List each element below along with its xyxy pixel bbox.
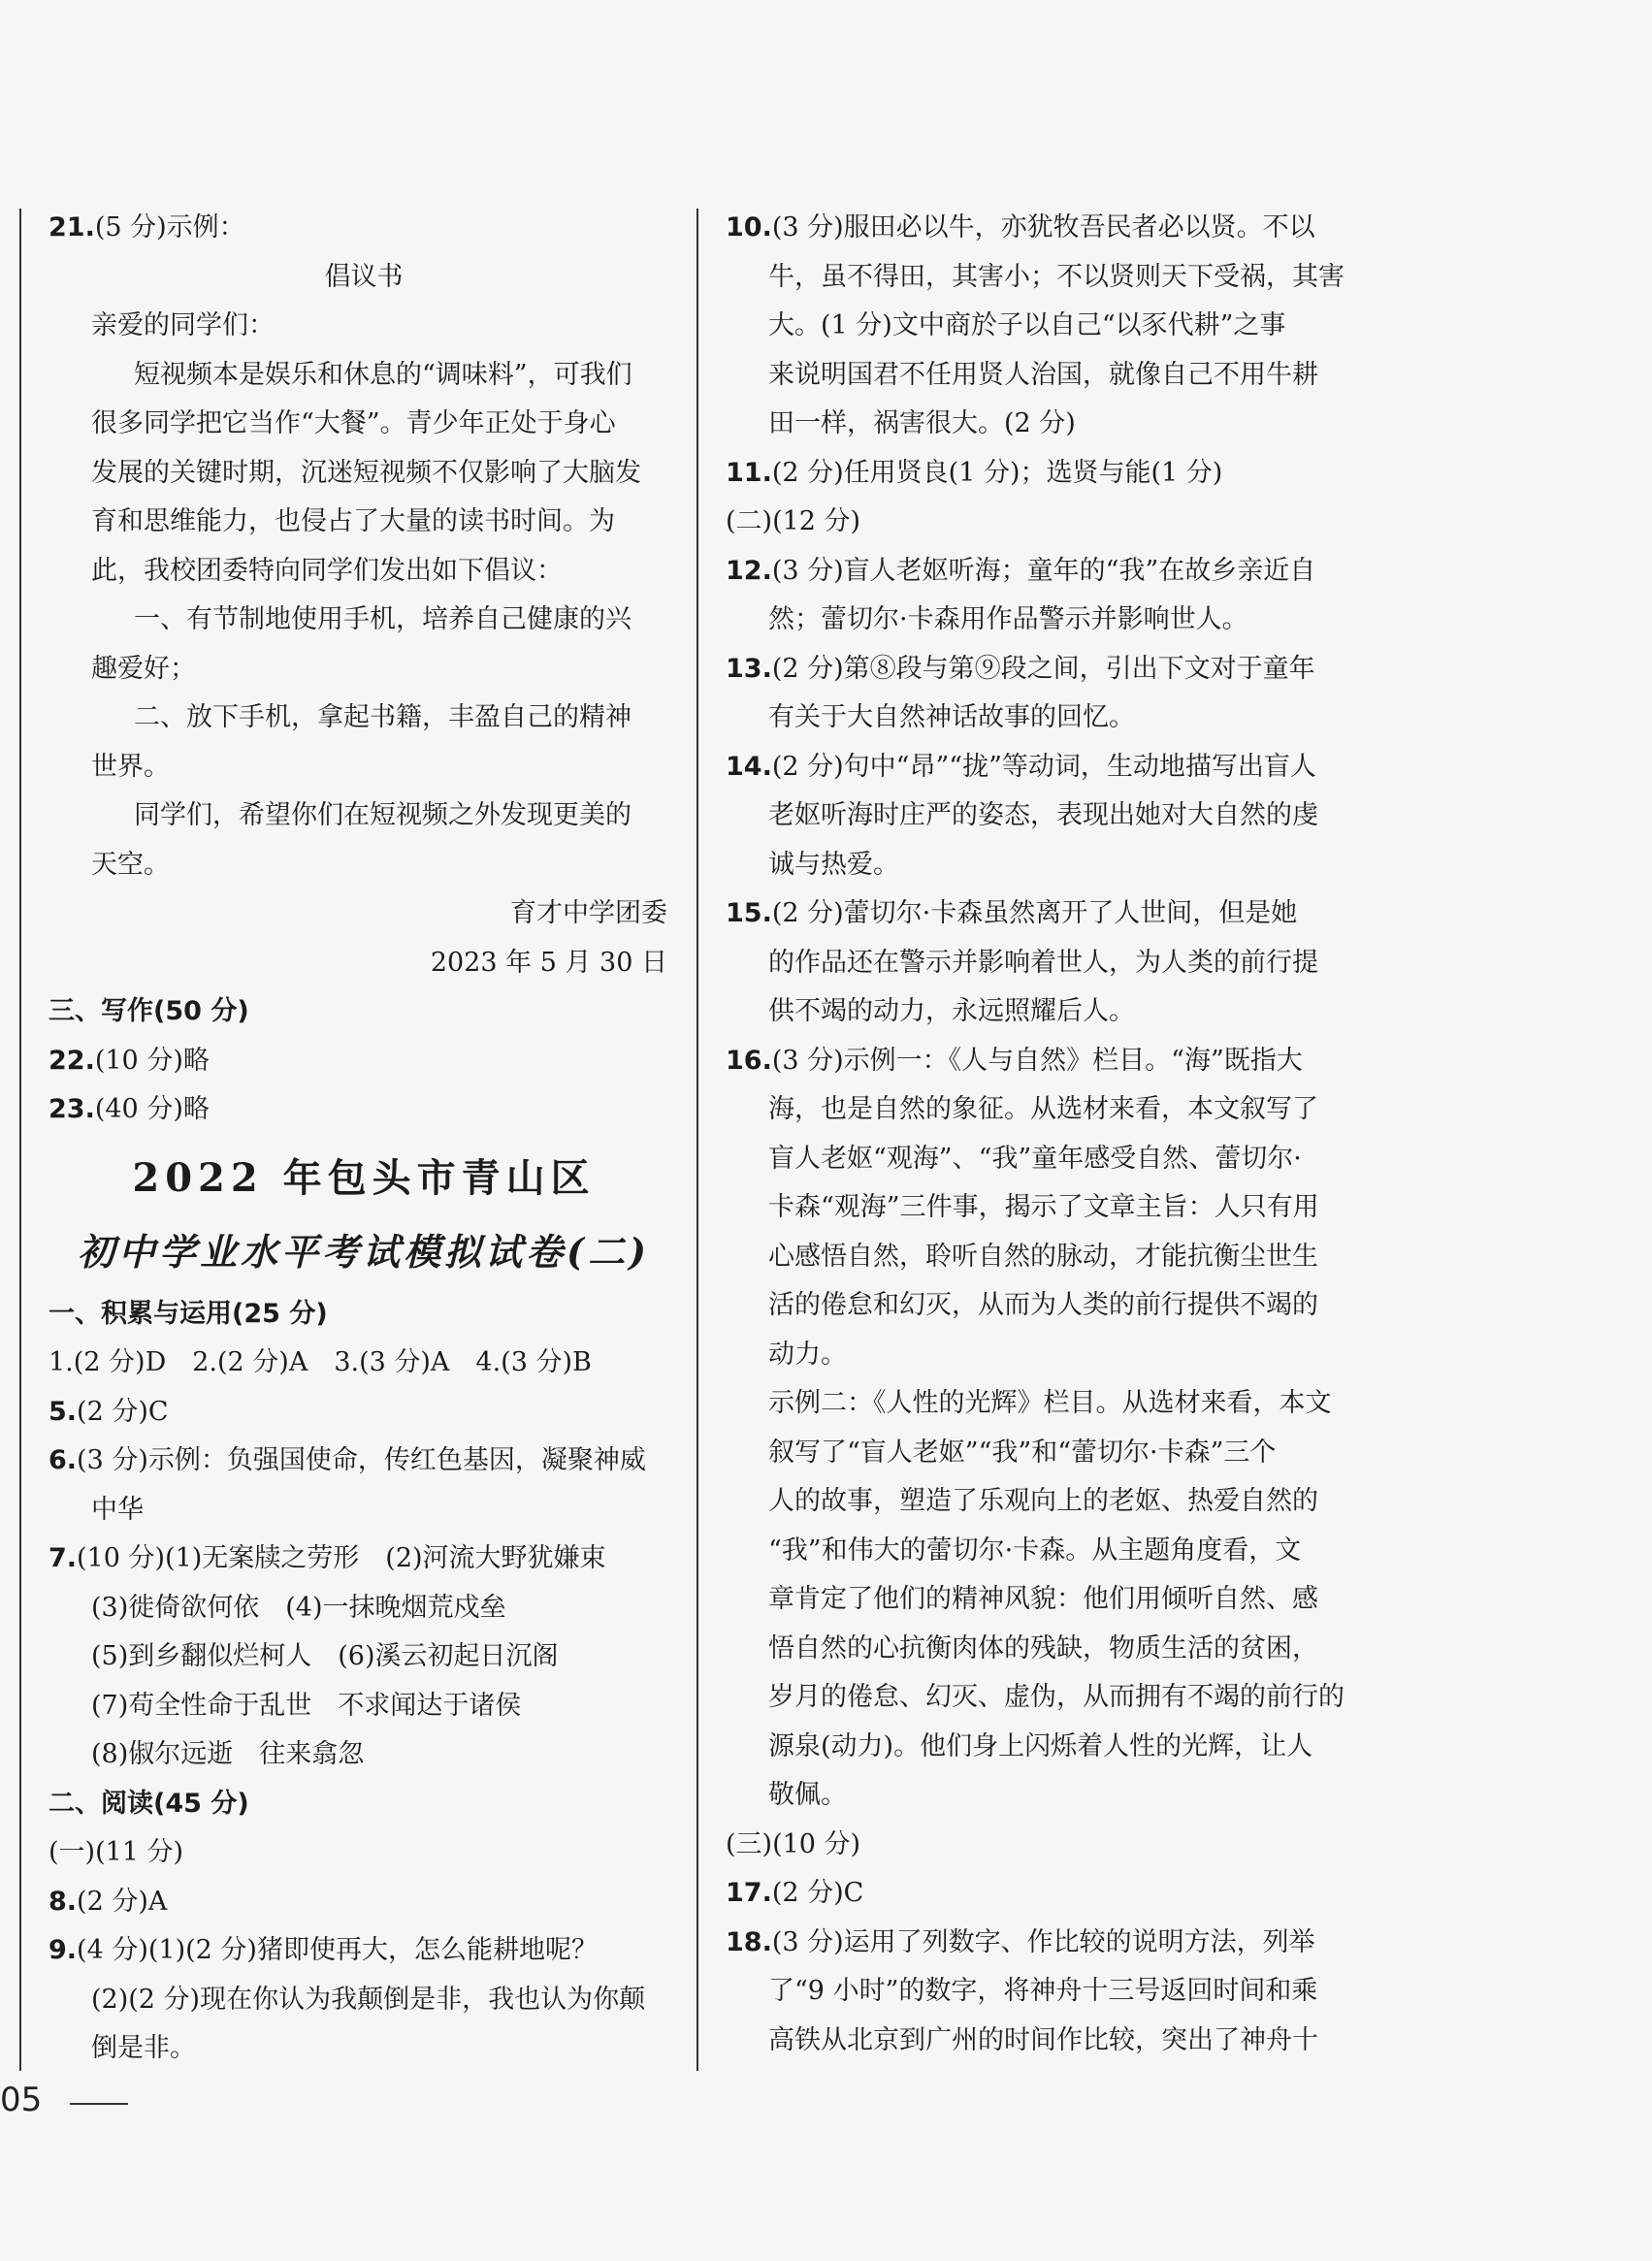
line-text: (7)苟全性命于乱世 不求闻达于诸侯 — [91, 1690, 522, 1721]
line-text: 育和思维能力，也侵占了大量的读书时间。为 — [91, 506, 615, 536]
answer-item — [726, 743, 1356, 792]
line-text: (10 分)(1)无案牍之劳形 (2)河流大野犹嫌束 — [77, 1543, 606, 1573]
text-line — [726, 1233, 1356, 1282]
answer-item — [49, 1037, 679, 1086]
text-line — [726, 2017, 1356, 2066]
question-number: 13. — [726, 653, 772, 684]
answer-item — [726, 204, 1356, 253]
text-line — [49, 498, 679, 547]
text-line — [726, 1085, 1356, 1135]
line-text: 发展的关键时期，沉迷短视频不仅影响了大脑发 — [91, 457, 641, 488]
text-line — [726, 1331, 1356, 1380]
text-line — [726, 1625, 1356, 1674]
line-text: 一、积累与运用(25 分) — [49, 1298, 328, 1329]
text-line — [49, 1584, 679, 1633]
text-line — [49, 743, 679, 792]
line-text: (2 分)句中“昂”“拢”等动词，生动地描写出盲人 — [771, 751, 1316, 782]
line-text: 二、放下手机，拿起书籍，丰盈自己的精神 — [134, 702, 632, 732]
line-text: (10 分)略 — [94, 1045, 210, 1076]
text-line — [726, 987, 1356, 1037]
line-text: (3 分)示例：负强国使命，传红色基因，凝聚神威 — [77, 1445, 646, 1475]
text-line — [49, 841, 679, 890]
line-text: 短视频本是娱乐和休息的“调味料”，可我们 — [134, 359, 632, 390]
question-number: 5. — [49, 1396, 78, 1427]
text-line — [726, 1527, 1356, 1576]
section-heading — [49, 1290, 679, 1340]
text-line — [726, 498, 1356, 547]
line-text: 海，也是自然的象征。从选材来看，本文叙写了 — [768, 1094, 1318, 1124]
text-line — [726, 1771, 1356, 1821]
text-line — [49, 1632, 679, 1682]
question-number: 21. — [49, 212, 95, 242]
line-text: 此，我校团委特向同学们发出如下倡议： — [91, 555, 563, 586]
answer-item — [49, 1534, 679, 1584]
line-text: 的作品还在警示并影响着世人，为人类的前行提 — [768, 947, 1318, 978]
question-number: 18. — [726, 1926, 772, 1957]
line-text: 1.(2 分)D 2.(2 分)A 3.(3 分)A 4.(3 分)B — [49, 1347, 592, 1377]
line-text: 活的倦怠和幻灭，从而为人类的前行提供不竭的 — [768, 1290, 1318, 1320]
answer-item — [49, 1388, 679, 1437]
text-line — [726, 596, 1356, 645]
text-line — [49, 1730, 679, 1780]
line-text: (二)(12 分) — [726, 506, 861, 536]
line-text: 悟自然的心抗衡肉体的残缺，物质生活的贫困， — [768, 1632, 1318, 1663]
text-line — [726, 1183, 1356, 1233]
line-text: (5)到乡翻似烂柯人 (6)溪云初起日沉阁 — [91, 1641, 559, 1671]
line-text: (3 分)示例一：《人与自然》栏目。“海”既指大 — [771, 1045, 1303, 1076]
answer-item — [49, 1926, 679, 1976]
column-divider — [696, 209, 698, 2071]
answer-item — [726, 449, 1356, 499]
line-text: 高铁从北京到广州的时间作比较，突出了神舟十 — [768, 2024, 1318, 2055]
text-line — [49, 596, 679, 645]
line-text: (三)(10 分) — [726, 1828, 861, 1859]
line-text: 趣爱好； — [91, 653, 196, 684]
text-line — [49, 2024, 679, 2074]
line-text: 育才中学团委 — [510, 898, 667, 928]
text-line — [726, 302, 1356, 351]
text-line — [726, 1575, 1356, 1625]
line-text: “我”和伟大的蕾切尔·卡森。从主题角度看，文 — [768, 1534, 1302, 1566]
text-line — [49, 694, 679, 743]
question-number: 22. — [49, 1045, 95, 1076]
line-text: (3 分)运用了列数字、作比较的说明方法，列举 — [771, 1926, 1315, 1957]
question-number: 12. — [726, 555, 772, 586]
text-line — [49, 351, 679, 401]
left-margin-rule — [19, 209, 21, 2071]
text-line — [726, 400, 1356, 449]
text-line — [726, 1967, 1356, 2017]
line-text: (8)俶尔远逝 往来翕忽 — [91, 1739, 365, 1769]
answer-item — [49, 1437, 679, 1486]
text-line — [49, 302, 679, 351]
text-line — [49, 939, 679, 988]
answer-item — [49, 204, 679, 253]
text-line — [49, 449, 679, 499]
answer-item — [49, 1878, 679, 1927]
text-line — [49, 1339, 679, 1388]
text-line — [726, 253, 1356, 303]
answer-item — [726, 547, 1356, 597]
line-text: 叙写了“盲人老妪”“我”和“蕾切尔·卡森”三个 — [768, 1437, 1277, 1468]
text-line — [726, 791, 1356, 841]
question-number: 17. — [726, 1878, 772, 1908]
text-line — [49, 889, 679, 939]
answer-item — [726, 1919, 1356, 1968]
line-text: 大。(1 分)文中商於子以自己“以豕代耕”之事 — [768, 310, 1286, 340]
line-text: (2 分)任用贤良(1 分)；选贤与能(1 分) — [771, 457, 1223, 488]
text-line — [726, 1477, 1356, 1527]
text-line — [49, 1682, 679, 1731]
answer-item — [726, 1869, 1356, 1919]
page-number: 05 — [0, 2081, 43, 2119]
line-text: 来说明国君不任用贤人治国，就像自己不用牛耕 — [768, 359, 1318, 390]
line-text: 2023 年 5 月 30 日 — [430, 947, 667, 978]
question-number: 14. — [726, 751, 772, 782]
line-text: (2 分)A — [77, 1886, 168, 1917]
line-text: 岁月的倦怠、幻灭、虚伪，从而拥有不竭的前行的 — [768, 1682, 1344, 1712]
question-number: 6. — [49, 1445, 78, 1475]
text-line — [726, 1821, 1356, 1870]
text-line — [726, 1379, 1356, 1429]
line-text: 敬佩。 — [768, 1780, 847, 1810]
line-text: 盲人老妪“观海”、“我”童年感受自然、蕾切尔· — [768, 1143, 1302, 1174]
text-line — [49, 547, 679, 597]
question-number: 8. — [49, 1886, 78, 1917]
left-column — [49, 204, 679, 2074]
line-text: 牛，虽不得田，其害小；不以贤则天下受祸，其害 — [768, 261, 1344, 292]
question-number: 23. — [49, 1094, 95, 1124]
section-heading — [49, 1780, 679, 1829]
text-line — [49, 1828, 679, 1878]
line-text: 源泉(动力)。他们身上闪烁着人性的光辉，让人 — [768, 1730, 1313, 1761]
line-text: 章肯定了他们的精神风貌：他们用倾听自然、感 — [768, 1584, 1318, 1614]
question-number: 9. — [49, 1935, 78, 1965]
page-number-dash — [70, 2103, 128, 2105]
text-line — [726, 1135, 1356, 1184]
question-number: 10. — [726, 212, 772, 242]
line-text: 动力。 — [768, 1339, 847, 1370]
text-line — [726, 1723, 1356, 1772]
text-line — [726, 841, 1356, 890]
line-text: 然；蕾切尔·卡森用作品警示并影响世人。 — [768, 604, 1248, 634]
question-number: 15. — [726, 898, 772, 928]
line-text: 同学们，希望你们在短视频之外发现更美的 — [134, 800, 632, 830]
text-line — [726, 1673, 1356, 1723]
text-line — [49, 253, 679, 303]
line-text: 倒是非。 — [91, 2033, 196, 2063]
line-text: (2 分)C — [771, 1878, 864, 1908]
line-text: (2)(2 分)现在你认为我颠倒是非，我也认为你颠 — [91, 1984, 646, 2015]
line-text: 中华 — [91, 1494, 144, 1525]
line-text: 天空。 — [91, 849, 170, 880]
line-text: 二、阅读(45 分) — [49, 1788, 249, 1819]
line-text: (2 分)第⑧段与第⑨段之间，引出下文对于童年 — [771, 653, 1315, 684]
line-text: 很多同学把它当作“大餐”。青少年正处于身心 — [91, 408, 616, 438]
line-text: (3)徙倚欲何依 (4)一抹晚烟荒戍垒 — [91, 1592, 506, 1623]
text-line — [49, 1486, 679, 1535]
line-text: (5 分)示例： — [94, 212, 245, 242]
text-line — [726, 1281, 1356, 1331]
answer-item — [726, 1037, 1356, 1086]
line-text: 了“9 小时”的数字，将神舟十三号返回时间和乘 — [768, 1976, 1318, 2006]
text-line — [726, 939, 1356, 988]
line-text: 世界。 — [91, 751, 170, 782]
line-text: 示例二：《人性的光辉》栏目。从选材来看，本文 — [768, 1388, 1332, 1418]
text-line — [49, 645, 679, 694]
line-text: (4 分)(1)(2 分)猪即使再大，怎么能耕地呢？ — [77, 1935, 598, 1965]
answer-item — [726, 645, 1356, 694]
answer-item — [726, 889, 1356, 939]
question-number: 11. — [726, 457, 772, 488]
line-text: 供不竭的动力，永远照耀后人。 — [768, 996, 1135, 1026]
question-number: 16. — [726, 1045, 772, 1076]
line-text: 一、有节制地使用手机，培养自己健康的兴 — [134, 604, 632, 634]
text-line — [726, 1429, 1356, 1478]
exam-title-line1: 2022 年包头市青山区 — [132, 1154, 596, 1201]
text-line — [49, 400, 679, 449]
line-text: (2 分)C — [77, 1396, 169, 1427]
line-text: 田一样，祸害很大。(2 分) — [768, 408, 1076, 438]
line-text: 卡森“观海”三件事，揭示了文章主旨：人只有用 — [768, 1192, 1319, 1222]
right-column — [726, 204, 1356, 2065]
text-line — [726, 351, 1356, 401]
line-text: (一)(11 分) — [49, 1837, 184, 1867]
exam-title-line2: 初中学业水平考试模拟试卷(二) — [78, 1229, 650, 1274]
line-text: 诚与热爱。 — [768, 849, 899, 880]
text-line — [726, 694, 1356, 743]
line-text: (2 分)蕾切尔·卡森虽然离开了人世间，但是她 — [771, 898, 1298, 928]
line-text: 倡议书 — [324, 261, 404, 292]
line-text: (3 分)服田必以牛，亦犹牧吾民者必以贤。不以 — [771, 212, 1315, 242]
section-heading — [49, 987, 679, 1037]
line-text: 三、写作(50 分) — [49, 996, 249, 1026]
line-text: 有关于大自然神话故事的回忆。 — [768, 702, 1135, 732]
answer-item — [49, 1085, 679, 1135]
line-text: (3 分)盲人老妪听海；童年的“我”在故乡亲近自 — [771, 555, 1316, 586]
line-text: 亲爱的同学们： — [91, 310, 275, 340]
question-number: 7. — [49, 1543, 78, 1573]
line-text: 心感悟自然，聆听自然的脉动，才能抗衡尘世生 — [768, 1241, 1318, 1272]
line-text: 人的故事，塑造了乐观向上的老妪、热爱自然的 — [768, 1486, 1318, 1516]
text-line — [49, 1976, 679, 2025]
line-text: (40 分)略 — [94, 1094, 210, 1124]
line-text: 老妪听海时庄严的姿态，表现出她对大自然的虔 — [768, 800, 1318, 830]
text-line — [49, 791, 679, 841]
